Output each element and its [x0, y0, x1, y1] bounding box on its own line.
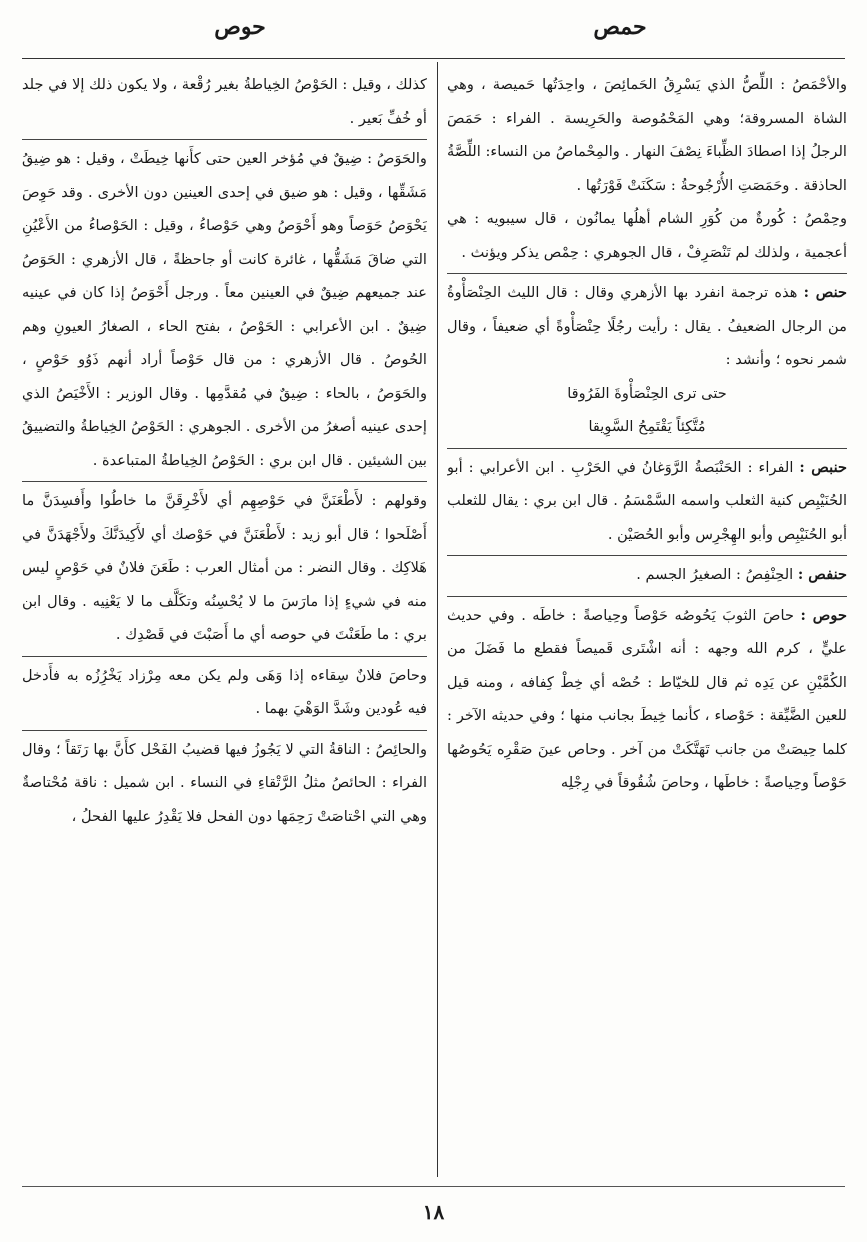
- left-header-word: حوص: [214, 14, 266, 40]
- entry-text: والحَوَصُ : ضِيقٌ في مُؤخر العين حتى كأَنها خِيطَتْ ، وقيل : هو ضِيقُ مَشَقِّها ، وقيل : هو ضيق في إحدى العينين دون الأخرى . وقد حَوِصَ يَحْوَصُ حَوَصاً وهو أَحْوَصُ وهي حَوْصاءُ ، وقيل : الحَوْصاءُ من الأَعْيُنِ التي ضاقَ مَشَقُّها ، غائرة كانت أو جاحظةً ، قال الأزهري : الحَوَصُ عند جميعهم ضِيقٌ في العينين معاً . ورجل أَحْوَصُ إذا كان في عينيه ضِيقٌ . ابن الأعرابي : الحَوْصُ ، بفتح الحاء ، الصغارُ العيونِ وهم الحُوصُ . قال الأزهري : من قال حَوْصاً أراد أنهم ذَوُو حَوْصٍ ، والحَوَصُ ، بالحاء : ضِيقٌ في مُقدَّمِها . وقال الوزير : الأَخْيَصُ الذي إحدى عينيه أصغرُ من الأخرى . الجوهري : الحَوْصُ الخِياطةُ والتضييقُ بين الشيئين . قال ابن بري : الحَوْصُ الخِياطةُ المتباعدة .: [22, 150, 427, 469]
- entry-paragraph: [22, 656, 427, 726]
- column-divider: [437, 62, 438, 1177]
- entry-text: هذه ترجمة انفرد بها الأزهري وقال : قال الليث الحِنْصَأْوةُ من الرجال الضعيفُ . يقال : رأيت رجُلًا حِنْصَأْوةً أي ضعيفاً ، وقال شمر نحوه ؛ وأنشد :: [447, 284, 847, 368]
- entry-text: والحائِصُ : الناقةُ التي لا يَجُوزُ فيها قضيبُ الفَحْل كأَنَّ بها رَتَقاً ؛ وقال الفراء : الحائصُ مثلُ الرَّتْقاءِ في النساء . ابن شميل : ناقة مُحْتاصةٌ وهي التي احْتاصَتْ رَحِمَها دون الفحل فلا يَقْدِرُ عليها الفحلُ ،: [22, 740, 427, 825]
- entry-text: حاصَ الثوبَ يَحُوصُه حَوْصاً وحِياصةً : خاطَه . وفي حديث عليٍّ ، كرم الله وجهه : أنه اشْتَرى قَميصاً فقطع ما فَضَلَ من الكُمَّيْنِ عن يَدِه ثم قال للخيّاط : حُصْه أي خِطْ كِفافه ، ومنه قيل للعين الضَّيِّقة : حَوْصاء ، كأنما خِيطَ بجانب منها ؛ وفي حديثه الآخر : كلما حِيصَتْ من جانب تَهَتَّكَتْ من آخر . وحاص عينَ صَقْرِه يَحُوصُها حَوْصاً وحِياصةً : خاطَها ، وحاصَ شُقُوقاً في رِجْلِه: [447, 606, 847, 791]
- right-header-word: حمص: [593, 14, 647, 40]
- entry-paragraph: [447, 596, 847, 800]
- entry-text: والأحْمَصُ : اللِّصُّ الذي يَسْرِقُ الحَمائِصَ ، واحِدَتُها حَميصة ، وهي الشاة المسروقة؛ وهي المَحْمُوصة والحَرِيسة . الفراء : حَمَصَ الرجلُ إذا اصطادَ الظِّباءَ نِصْفَ النهار . والمِحْماصُ من النساء: اللِّصَّةُ الحاذقة . وحَمَصَتِ الأُرْجُوحةُ : سَكَنَتْ فَوْرَتُها .: [447, 76, 847, 194]
- bottom-rule: [22, 1186, 845, 1187]
- entry-text: الفراء : الحَنْبَصةُ الرَّوَغانُ في الحَرْبِ . ابن الأعرابي : أبو الحُنَيْبِص كنية الثعلب واسمه السَّمْسَمُ . قال ابن بري : يقال للثعلب أبو الحُنَيْبِص وأبو الهِجْرِس وأبو الحُصَيْن .: [447, 458, 847, 543]
- right-column: [447, 68, 847, 1178]
- entry-text: وقولهم : لأَطْعَنَنَّ في حَوْصِهِم أي لأَخْرِقَنَّ ما خاطُوا وأَفسِدَنَّ ما أَصْلَحوا ؛ قال أبو زيد : لأَطْعَنَنَّ في حَوْصك أي لأَكِيدَنَّكَ ولأَجْهَدَنَّ في هَلاكِك . وقال النضر : من أمثال العرب : طَعَنَ فلانٌ في حَوْصٍ ليس منه في شيءٍ إذا مارَسَ ما لا يُحْسِنُه وتكَلَّف ما لا يَعْنِيه . وقال ابن بري : ما طَعَنْتَ في حوصه أي ما أَصَبْتَ في قَصْدِك .: [22, 492, 427, 643]
- entry-headword: حنص :: [803, 284, 847, 301]
- entry-paragraph: [22, 481, 427, 652]
- entry-paragraph: [447, 202, 847, 269]
- entry-paragraph: [447, 273, 847, 377]
- left-column: [22, 68, 427, 1178]
- entry-text: الحِنْفِصُ : الصغيرُ الجسم .: [636, 566, 794, 583]
- entry-paragraph: [22, 139, 427, 477]
- entry-paragraph: [22, 68, 427, 135]
- entry-paragraph: [447, 555, 847, 592]
- verse-line: حتى ترى الحِنْصَأْوةَ الفَرُوقا: [567, 384, 727, 402]
- page-number: ١٨: [422, 1200, 445, 1224]
- entry-headword: حنفص :: [797, 566, 847, 583]
- entry-text: كذلك ، وقيل : الحَوْصُ الخِياطةُ بغير رُقْعة ، ولا يكون ذلك إلا في جلد أو خُفِّ بَعير .: [22, 76, 427, 127]
- entry-paragraph: [447, 448, 847, 552]
- entry-text: وحِمْصُ : كُورةٌ من كُوَرِ الشام أهلُها يمانُون ، قال سيبويه : هي أعجمية ، ولذلك لم تَنْصَرِفْ ، قال الجوهري : حِمْص يذكر ويؤنث .: [447, 210, 847, 261]
- verse-line: مُتَّكِئاً يَقْتَمِحُ السَّوِيقا: [588, 418, 706, 435]
- entry-headword: حوص :: [800, 606, 847, 624]
- entry-paragraph: [22, 730, 427, 834]
- entry-paragraph: [447, 68, 847, 202]
- entry-text: وحاصَ فلانٌ سِقاءه إذا وَهَى ولم يكن معه مِرْزاد يَخْرُِزُه به فأَدخل فيه عُودين وشَدَّ الوَهْيَ بهما .: [22, 666, 427, 717]
- top-rule: [22, 58, 845, 59]
- entry-headword: حنبص :: [799, 458, 847, 476]
